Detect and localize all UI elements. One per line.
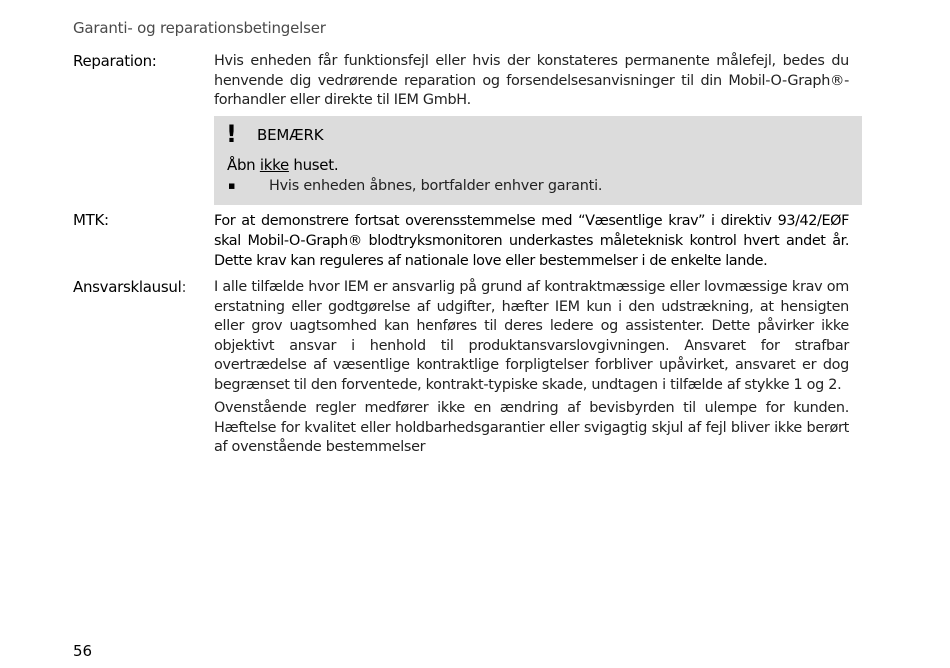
note-line-underlined: ikke	[259, 156, 289, 174]
mtk-text: For at demonstrere fortsat overensstemmelse med “Væsentlige krav” i direktiv 93/42/EØF skal Mobil-O-Graph® blodtryksmonitoren underkastes måleteknisk kontrol hvert andet år. Dette krav kan reguleres af nationale love eller bestemmelser i de enkelte lande.	[214, 213, 849, 269]
ansvar-label	[73, 278, 186, 296]
page-header: Garanti- og reparationsbetingelser	[73, 19, 326, 37]
exclamation-icon: !	[226, 120, 237, 148]
reparation-label: Reparation:	[73, 52, 157, 70]
mtk-label: MTK:	[73, 211, 109, 229]
reparation-text: Hvis enheden får funktionsfejl eller hvis der konstateres permanente målefejl, bedes du henvende dig vedrørende reparation og forsendelsesanvisninger til din Mobil-O-Graph®-forhandler eller direkte til IEM GmbH.	[214, 53, 849, 108]
note-line-pre: Åbn	[227, 156, 260, 174]
note-line-post: huset.	[288, 156, 339, 174]
bullet-icon: ▪	[228, 179, 236, 192]
ansvar-label-suffix: :	[181, 278, 187, 296]
ansvar-paragraph-2: Ovenstående regler medfører ikke en ændring af bevisbyrden til ulempe for kunden. Hæftelse for kvalitet eller holdbarhedsgarantier eller svigagtig skjul af fejl bliver ikke berørt af ovenstående bestemmelser	[214, 400, 849, 455]
ansvar-label-text: Ansvarsklausul	[73, 278, 182, 296]
note-title: BEMÆRK	[257, 126, 324, 144]
page-number: 56	[73, 642, 93, 660]
note-bullet-text: Hvis enheden åbnes, bortfalder enhver garanti.	[269, 178, 603, 194]
note-warning-line	[227, 156, 338, 174]
ansvar-paragraph-1: I alle tilfælde hvor IEM er ansvarlig på grund af kontraktmæssige eller lovmæssige krav om erstatning eller godtgørelse af udgifter, hæfter IEM kun i den udstrækning, at hensigten eller grov uagtsomhed kan henføres til deres ledere og assistenter. Dette påvirker ikke objektivt ansvar i henhold til produktansvarslovgivningen. Ansvaret for strafbar overtrædelse af væsentlige kontraktlige forpligtelser forbliver upåvirket, ansvaret er dog begrænset til den forventede, kontrakt-typiske skade, undtagen i tilfælde af stykke 1 og 2.	[214, 279, 849, 393]
note-box	[214, 116, 862, 205]
